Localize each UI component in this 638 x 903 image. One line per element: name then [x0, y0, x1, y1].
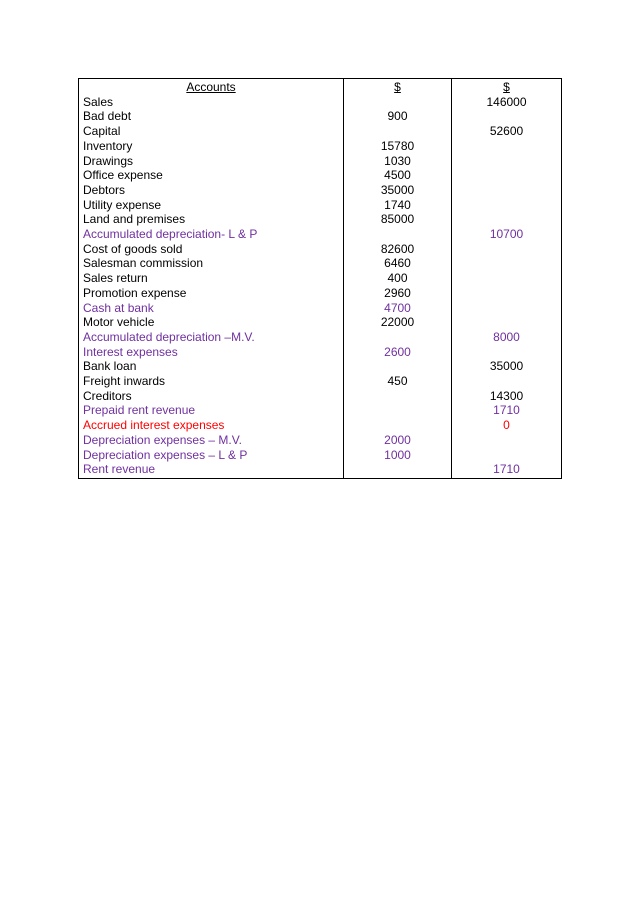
account-cell: Bad debt: [79, 109, 344, 124]
debit-cell: 1740: [344, 198, 452, 213]
account-cell: Accumulated depreciation- L & P: [79, 227, 344, 242]
credit-cell: [452, 139, 562, 154]
credit-cell: 146000: [452, 95, 562, 110]
table-row: [79, 256, 562, 271]
account-cell: Rent revenue: [79, 462, 344, 478]
debit-cell: 450: [344, 374, 452, 389]
debit-cell: 1000: [344, 448, 452, 463]
table-row: [79, 286, 562, 301]
table-row: [79, 330, 562, 345]
header-accounts: [79, 79, 344, 95]
table-row: [79, 448, 562, 463]
table-row: [79, 168, 562, 183]
account-cell: Depreciation expenses – L & P: [79, 448, 344, 463]
table-row: [79, 301, 562, 316]
debit-cell: [344, 95, 452, 110]
table-row: [79, 418, 562, 433]
table-row: [79, 359, 562, 374]
debit-cell: 2000: [344, 433, 452, 448]
debit-cell: [344, 418, 452, 433]
table-row: [79, 345, 562, 360]
table-row: [79, 271, 562, 286]
table-row: [79, 403, 562, 418]
account-cell: Salesman commission: [79, 256, 344, 271]
debit-cell: 4500: [344, 168, 452, 183]
credit-cell: 10700: [452, 227, 562, 242]
credit-cell: [452, 109, 562, 124]
account-cell: Interest expenses: [79, 345, 344, 360]
header-row: [79, 79, 562, 95]
table-row: [79, 227, 562, 242]
table-row: [79, 124, 562, 139]
credit-cell: [452, 286, 562, 301]
credit-cell: [452, 212, 562, 227]
debit-cell: 2600: [344, 345, 452, 360]
debit-cell: 85000: [344, 212, 452, 227]
account-cell: Drawings: [79, 154, 344, 169]
header-accounts-label: Accounts: [186, 80, 236, 94]
account-cell: Creditors: [79, 389, 344, 404]
account-cell: Debtors: [79, 183, 344, 198]
credit-cell: [452, 301, 562, 316]
credit-cell: [452, 448, 562, 463]
debit-cell: 15780: [344, 139, 452, 154]
table-row: [79, 95, 562, 110]
table-row: [79, 198, 562, 213]
account-cell: Capital: [79, 124, 344, 139]
credit-cell: [452, 168, 562, 183]
credit-cell: 1710: [452, 462, 562, 478]
debit-cell: [344, 227, 452, 242]
table-row: [79, 109, 562, 124]
credit-cell: [452, 345, 562, 360]
credit-cell: [452, 242, 562, 257]
header-debit-label: $: [394, 80, 401, 94]
debit-cell: 400: [344, 271, 452, 286]
credit-cell: 0: [452, 418, 562, 433]
account-cell: Accumulated depreciation –M.V.: [79, 330, 344, 345]
debit-cell: 900: [344, 109, 452, 124]
credit-cell: [452, 433, 562, 448]
header-credit-label: $: [503, 80, 510, 94]
credit-cell: 14300: [452, 389, 562, 404]
debit-cell: 2960: [344, 286, 452, 301]
account-cell: Depreciation expenses – M.V.: [79, 433, 344, 448]
table-body: [79, 95, 562, 479]
credit-cell: 35000: [452, 359, 562, 374]
credit-cell: [452, 374, 562, 389]
trial-balance-table: [78, 78, 562, 479]
account-cell: Motor vehicle: [79, 315, 344, 330]
table-row: [79, 242, 562, 257]
table-row: [79, 433, 562, 448]
credit-cell: 1710: [452, 403, 562, 418]
account-cell: Cost of goods sold: [79, 242, 344, 257]
debit-cell: [344, 462, 452, 478]
table-row: [79, 154, 562, 169]
account-cell: Utility expense: [79, 198, 344, 213]
table-row: [79, 212, 562, 227]
credit-cell: 52600: [452, 124, 562, 139]
debit-cell: 35000: [344, 183, 452, 198]
credit-cell: [452, 154, 562, 169]
account-cell: Cash at bank: [79, 301, 344, 316]
table-row: [79, 183, 562, 198]
debit-cell: 82600: [344, 242, 452, 257]
debit-cell: [344, 403, 452, 418]
credit-cell: 8000: [452, 330, 562, 345]
credit-cell: [452, 198, 562, 213]
header-credit: [452, 79, 562, 95]
credit-cell: [452, 315, 562, 330]
account-cell: Prepaid rent revenue: [79, 403, 344, 418]
account-cell: Sales return: [79, 271, 344, 286]
account-cell: Land and premises: [79, 212, 344, 227]
account-cell: Bank loan: [79, 359, 344, 374]
account-cell: Sales: [79, 95, 344, 110]
table-row: [79, 139, 562, 154]
debit-cell: [344, 389, 452, 404]
credit-cell: [452, 271, 562, 286]
credit-cell: [452, 256, 562, 271]
debit-cell: [344, 124, 452, 139]
account-cell: Inventory: [79, 139, 344, 154]
account-cell: Accrued interest expenses: [79, 418, 344, 433]
debit-cell: 6460: [344, 256, 452, 271]
debit-cell: 4700: [344, 301, 452, 316]
debit-cell: 1030: [344, 154, 452, 169]
table-row: [79, 374, 562, 389]
account-cell: Freight inwards: [79, 374, 344, 389]
table-row: [79, 389, 562, 404]
header-debit: [344, 79, 452, 95]
table-row: [79, 315, 562, 330]
table-header: [79, 79, 562, 95]
debit-cell: [344, 359, 452, 374]
credit-cell: [452, 183, 562, 198]
debit-cell: 22000: [344, 315, 452, 330]
debit-cell: [344, 330, 452, 345]
table-row: [79, 462, 562, 478]
account-cell: Office expense: [79, 168, 344, 183]
account-cell: Promotion expense: [79, 286, 344, 301]
